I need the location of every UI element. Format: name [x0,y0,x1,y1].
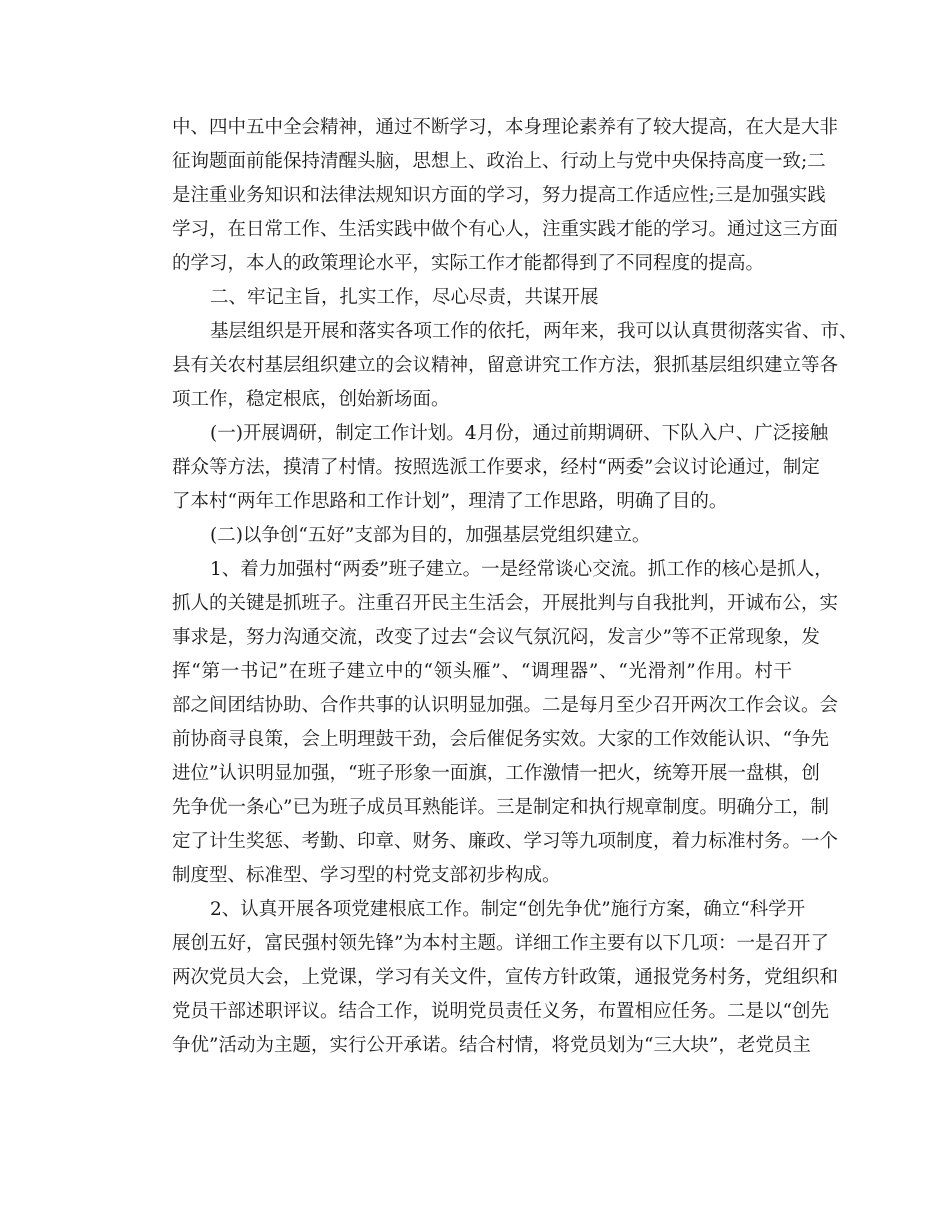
text-line: 定了计生奖惩、考勤、印章、财务、廉政、学习等九项制度，着力标准村务。一个 [172,831,839,852]
text-line: 2、认真开展各项党建根底工作。制定“创先争优”施行方案，确立“科学开 [210,899,806,920]
text-line: 基层组织是开展和落实各项工作的依托，两年来，我可以认真贯彻落实省、市、 [210,321,858,342]
text-line: 事求是，努力沟通交流，改变了过去“会议气氛沉闷，发言少”等不正常现象，发 [172,627,820,648]
text-line: 前协商寻良策，会上明理鼓干劲，会后催促务实效。大家的工作效能认识、“争先 [172,729,829,750]
text-line: 征询题面前能保持清醒头脑，思想上、政治上、行动上与党中央保持高度一致;二 [172,151,826,172]
text-line: 部之间团结协助、合作共事的认识明显加强。二是每月至少召开两次工作会议。会 [172,695,839,716]
text-line: 争优”活动为主题，实行公开承诺。结合村情，将党员划为“三大块”，老党员主 [172,1035,811,1056]
text-line: 展创五好，富民强村领先锋”为本村主题。详细工作主要有以下几项：一是召开了 [172,933,829,954]
text-line: 进位”认识明显加强，“班子形象一面旗，工作激情一把火，统筹开展一盘棋，创 [172,763,820,784]
text-line: 先争优一条心”已为班子成员耳熟能详。三是制定和执行规章制度。明确分工，制 [172,797,829,818]
text-line: 的学习，本人的政策理论水平，实际工作才能都得到了不同程度的提高。 [172,253,765,274]
text-line: 群众等方法，摸清了村情。按照选派工作要求，经村“两委”会议讨论通过，制定 [172,457,820,478]
text-line: 抓人的关键是抓班子。注重召开民主生活会，开展批判与自我批判，开诚布公，实 [172,593,839,614]
text-line: 党员干部述职评议。结合工作，说明党员责任义务，布置相应任务。二是以“创先 [172,1001,829,1022]
text-line: 是注重业务知识和法律法规知识方面的学习，努力提高工作适应性;三是加强实践 [172,185,826,206]
text-line: 项工作，稳定根底，创始新场面。 [172,389,450,410]
subsection-heading: (二)以争创“五好”支部为目的，加强基层党组织建立。 [210,525,651,546]
section-heading: 二、牢记主旨，扎实工作，尽心尽责，共谋开展 [210,287,599,308]
text-line: 制度型、标准型、学习型的村党支部初步构成。 [172,865,561,886]
text-line: (一)开展调研，制定工作计划。4月份，通过前期调研、下队入户、广泛接触 [210,423,829,444]
text-line: 县有关农村基层组织建立的会议精神，留意讲究工作方法，狠抓基层组织建立等各 [172,355,839,376]
text-line: 挥“第一书记”在班子建立中的“领头雁”、“调理器”、“光滑剂”作用。村干 [172,661,792,682]
text-line: 中、四中五中全会精神，通过不断学习，本身理论素养有了较大提高，在大是大非 [172,117,839,138]
text-line: 了本村“两年工作思路和工作计划”，理清了工作思路，明确了目的。 [172,491,728,512]
text-line: 学习，在日常工作、生活实践中做个有心人，注重实践才能的学习。通过这三方面 [172,219,839,240]
text-line: 两次党员大会，上党课，学习有关文件，宣传方针政策，通报党务村务，党组织和 [172,967,839,988]
text-line: 1、着力加强村“两委”班子建立。一是经常谈心交流。抓工作的核心是抓人， [210,559,833,580]
